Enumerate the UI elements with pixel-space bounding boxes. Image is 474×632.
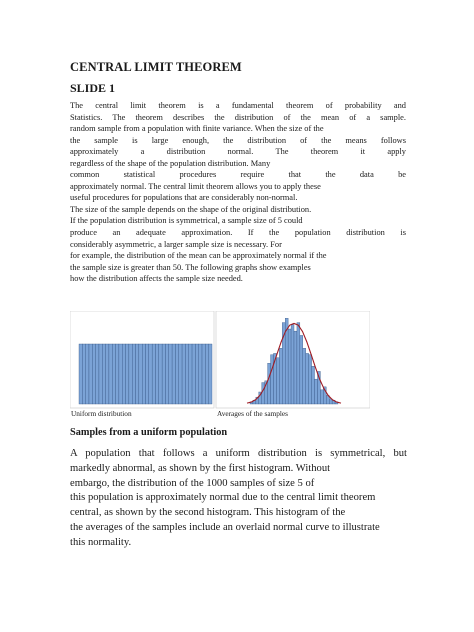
text-line: A population that follows a uniform distribution is symmetrical, but xyxy=(70,448,407,459)
uniform-bar xyxy=(142,344,145,404)
uniform-bar xyxy=(86,344,89,404)
uniform-bar xyxy=(172,344,175,404)
uniform-bar xyxy=(132,344,135,404)
uniform-bar xyxy=(136,344,139,404)
uniform-bar xyxy=(109,344,112,404)
uniform-bars xyxy=(79,344,212,404)
text-line: this normality. xyxy=(70,536,132,548)
uniform-bar xyxy=(126,344,129,404)
uniform-bar xyxy=(112,344,115,404)
text-line: The size of the sample depends on the shape of the original distribution. xyxy=(70,204,312,214)
histogram-figure xyxy=(70,311,370,409)
uniform-bar xyxy=(149,344,152,404)
text-line: central, as shown by the second histogram. This histogram of the xyxy=(70,507,346,519)
text-line: produce an adequate approximation. If the population distribution is xyxy=(70,228,406,238)
text-line: The central limit theorem is a fundamental theorem of probability and xyxy=(70,101,406,110)
uniform-bar xyxy=(162,344,165,404)
text-line: random sample from a population with finite variance. When the size of the xyxy=(70,124,324,134)
means-bar xyxy=(294,331,297,404)
text-line: useful procedures for populations that are considerably non-normal. xyxy=(70,193,298,203)
uniform-bar xyxy=(185,344,188,404)
means-bar xyxy=(303,348,306,404)
uniform-bar xyxy=(175,344,178,404)
uniform-bar xyxy=(102,344,105,404)
means-bar xyxy=(297,323,300,404)
text-line: regardless of the shape of the population distribution. Many xyxy=(70,158,271,168)
uniform-bar xyxy=(152,344,155,404)
uniform-bar xyxy=(159,344,162,404)
text-line: the averages of the samples include an overlaid normal curve to illustrate xyxy=(70,521,380,533)
means-bar xyxy=(309,355,312,404)
uniform-bar xyxy=(146,344,149,404)
uniform-bar xyxy=(122,344,125,404)
uniform-bar xyxy=(199,344,202,404)
means-bar xyxy=(276,358,279,404)
means-bar xyxy=(315,379,318,404)
text-line: common statistical procedures require that the data be xyxy=(70,170,406,180)
paragraph-uniform xyxy=(70,447,407,551)
text-line: Statistics. The theorem describes the distribution of the mean of a sample. xyxy=(70,112,406,122)
uniform-bar xyxy=(106,344,109,404)
means-bar xyxy=(300,335,303,404)
caption-uniform: Uniform distribution xyxy=(71,409,132,418)
document-title: CENTRAL LIMIT THEOREM xyxy=(70,60,242,74)
uniform-bar xyxy=(92,344,95,404)
uniform-bar xyxy=(129,344,132,404)
slide-heading: SLIDE 1 xyxy=(70,81,116,95)
text-line: for example, the distribution of the mean can be approximately normal if the xyxy=(70,251,327,261)
paragraph-intro xyxy=(70,100,406,285)
means-bar xyxy=(271,355,274,404)
uniform-bar xyxy=(99,344,102,404)
text-line: this population is approximately normal due to the central limit theorem xyxy=(70,492,376,504)
uniform-bar xyxy=(202,344,205,404)
uniform-bar xyxy=(165,344,168,404)
uniform-bar xyxy=(209,344,212,404)
means-bar xyxy=(306,353,309,404)
text-line: the sample size is greater than 50. The following graphs show examples xyxy=(70,262,311,272)
means-bar xyxy=(288,329,291,404)
section-heading: Samples from a uniform population xyxy=(70,427,228,438)
uniform-bar xyxy=(189,344,192,404)
uniform-bar xyxy=(119,344,122,404)
text-line: how the distribution affects the sample size needed. xyxy=(70,274,243,284)
text-line: markedly abnormal, as shown by the first histogram. Without xyxy=(70,462,331,474)
caption-means: Averages of the samples xyxy=(217,409,288,418)
uniform-bar xyxy=(116,344,119,404)
means-bar xyxy=(320,390,323,404)
means-bar xyxy=(279,348,282,404)
uniform-bar xyxy=(205,344,208,404)
text-line: approximately normal. The central limit theorem allows you to apply these xyxy=(70,181,321,191)
means-bar xyxy=(312,366,315,404)
means-bar xyxy=(291,325,294,404)
uniform-bar xyxy=(82,344,85,404)
text-line: embargo, the distribution of the 1000 samples of size 5 of xyxy=(70,477,315,489)
uniform-bar xyxy=(195,344,198,404)
text-line: approximately a distribution normal. The theorem it apply xyxy=(70,147,406,157)
uniform-bar xyxy=(182,344,185,404)
uniform-bar xyxy=(89,344,92,404)
uniform-bar xyxy=(179,344,182,404)
uniform-bar xyxy=(79,344,82,404)
uniform-bar xyxy=(96,344,99,404)
uniform-bar xyxy=(139,344,142,404)
uniform-bar xyxy=(192,344,195,404)
means-bar xyxy=(268,363,271,404)
text-line: If the population distribution is symmetrical, a sample size of 5 could xyxy=(70,216,303,226)
means-bar xyxy=(262,383,265,404)
text-line: the sample is large enough, the distribution of the means follows xyxy=(70,135,406,145)
uniform-bar xyxy=(155,344,158,404)
text-line: considerably asymmetric, a larger sample size is necessary. For xyxy=(70,239,282,249)
uniform-bar xyxy=(169,344,172,404)
